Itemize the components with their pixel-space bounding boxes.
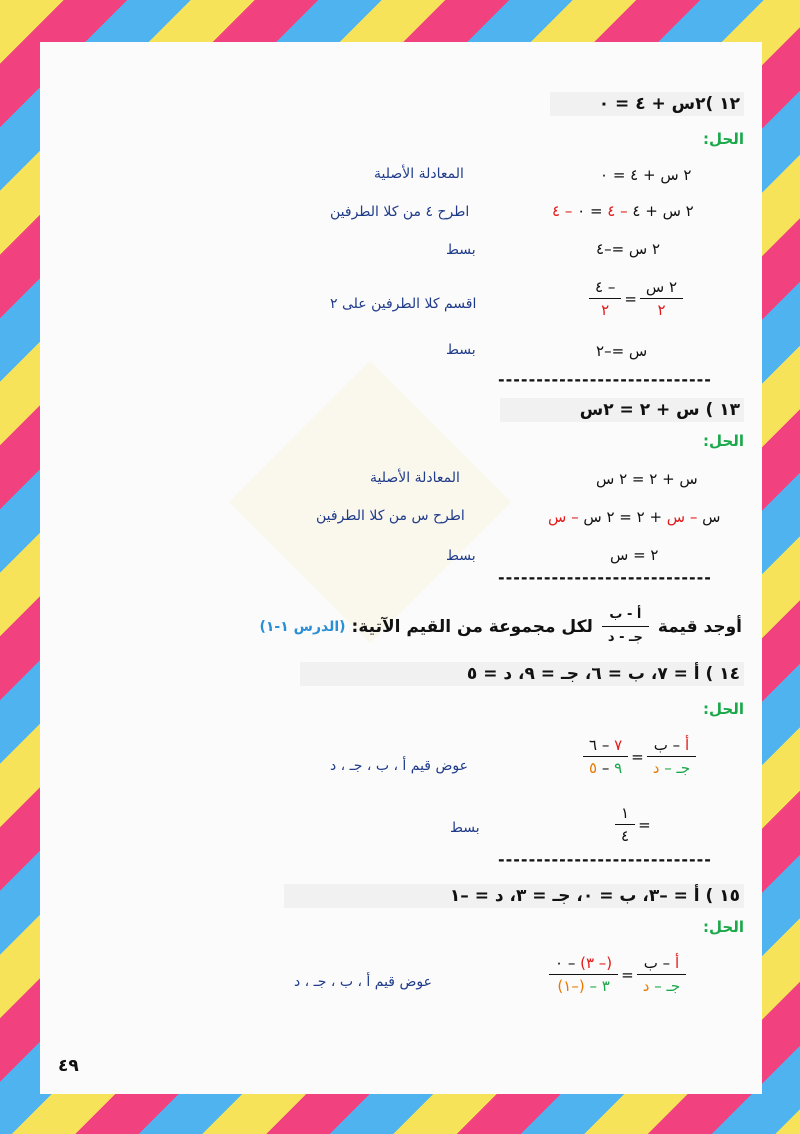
fraction: [637, 952, 686, 997]
value-c: ٩: [614, 759, 623, 777]
equals-sign: =: [631, 747, 644, 766]
value-b: – ٦: [589, 736, 615, 754]
question-13-title: ١٣ ) س + ٢ = ٢س: [500, 398, 744, 422]
numerator: ١: [621, 804, 630, 822]
q14-step2-equation: [612, 802, 651, 847]
fraction: [647, 734, 696, 779]
equals-sign: =: [621, 965, 634, 984]
q12-step2-description: اطرح ٤ من كلا الطرفين: [330, 204, 470, 220]
numerator: [583, 734, 628, 756]
var-c: جـ –: [659, 759, 691, 777]
var-a: أ: [674, 954, 680, 972]
q13-step1-equation: س + ٢ = ٢ س: [596, 470, 698, 488]
separator-line: ----------------------------: [498, 850, 712, 869]
equals-sign: =: [638, 815, 651, 834]
page-number: ٤٩: [58, 1056, 79, 1076]
q13-step2-part: + ٢ = ٢ س: [578, 508, 667, 526]
q13-step3-description: بسط: [446, 548, 476, 564]
q14-step1-equation: [580, 734, 699, 779]
q13-step3-equation: ٢ = س: [610, 546, 659, 564]
solution-label: الحل:: [703, 918, 744, 936]
q12-step2-subtract: – ٤: [607, 202, 628, 220]
instruction-fraction: [602, 604, 649, 649]
fraction: [640, 276, 683, 321]
q13-step2-equation: [548, 508, 720, 526]
var-d: د: [642, 977, 650, 995]
value-c: ٣ –: [584, 977, 610, 995]
q12-step3-description: بسط: [446, 242, 476, 258]
numerator: [549, 952, 618, 974]
q12-step2-part: ٢ س + ٤: [627, 202, 694, 220]
var-b: – ب: [643, 954, 675, 972]
denominator: ٢: [601, 301, 610, 319]
var-b: – ب: [653, 736, 685, 754]
separator-line: ----------------------------: [498, 568, 712, 587]
solution-label: الحل:: [703, 432, 744, 450]
numerator: [648, 734, 695, 756]
denominator: ٤: [621, 827, 630, 845]
denominator: [551, 975, 615, 997]
q12-step5-equation: س =–٢: [596, 342, 648, 360]
q12-step4-equation: [586, 276, 686, 321]
value-a: ٧: [614, 736, 623, 754]
minus: –: [597, 759, 615, 777]
q12-step2-equation: [552, 202, 694, 220]
value-b: – ٠: [555, 954, 581, 972]
worksheet-page: [40, 42, 762, 1094]
q12-step3-equation: ٢ س =–٤: [596, 240, 661, 258]
q15-step1-equation: [546, 952, 689, 997]
q14-step2-description: بسط: [450, 820, 480, 836]
solution-label: الحل:: [703, 700, 744, 718]
q13-step2-subtract: – س: [548, 508, 579, 526]
instruction-line: [259, 604, 742, 649]
var-a: أ: [684, 736, 690, 754]
q12-step1-description: المعادلة الأصلية: [374, 166, 464, 182]
q12-step2-part: = ٠: [572, 202, 608, 220]
value-a: (– ٣): [580, 954, 613, 972]
var-d: د: [652, 759, 660, 777]
numerator: ٢ س: [645, 278, 678, 296]
q13-step2-description: اطرح س من كلا الطرفين: [316, 508, 465, 524]
solution-label: الحل:: [703, 130, 744, 148]
value-d: (–١): [557, 977, 585, 995]
q13-step2-part: س: [697, 508, 721, 526]
question-12-title: ١٢ )٢س + ٤ = ٠: [550, 92, 744, 116]
fraction: [615, 802, 635, 847]
q15-step1-description: عوض قيم أ ، ب ، جـ ، د: [294, 974, 432, 990]
instruction-text: لكل مجموعة من القيم الآتية:: [351, 616, 593, 637]
var-c: جـ –: [649, 977, 681, 995]
watermark: [229, 361, 512, 644]
q14-step1-description: عوض قيم أ ، ب ، جـ ، د: [330, 758, 468, 774]
q12-step5-description: بسط: [446, 342, 476, 358]
numerator: [638, 952, 685, 974]
fraction: [589, 276, 621, 321]
denominator: جـ - د: [607, 630, 643, 645]
question-14-title: ١٤ ) أ = ٧، ب = ٦، جـ = ٩، د = ٥: [300, 662, 744, 686]
q12-step2-subtract: – ٤: [552, 202, 573, 220]
denominator: [637, 975, 686, 997]
fraction: [549, 952, 618, 997]
fraction: [583, 734, 628, 779]
q12-step1-equation: ٢ س + ٤ = ٠: [600, 166, 692, 184]
q12-step4-description: اقسم كلا الطرفين على ٢: [330, 296, 477, 312]
equals-sign: =: [624, 289, 637, 308]
question-15-title: ١٥ ) أ = –٣، ب = ٠، جـ = ٣، د = –١: [284, 884, 744, 908]
denominator: [583, 757, 628, 779]
denominator: [647, 757, 696, 779]
value-d: ٥: [589, 759, 598, 777]
q13-step1-description: المعادلة الأصلية: [370, 470, 460, 486]
numerator: – ٤: [595, 278, 616, 296]
separator-line: ----------------------------: [498, 370, 712, 389]
denominator: ٢: [657, 301, 666, 319]
lesson-reference: (الدرس ١-١): [259, 618, 346, 635]
instruction-text: أوجد قيمة: [657, 616, 742, 637]
q13-step2-subtract: – س: [666, 508, 698, 526]
numerator: أ - ب: [609, 607, 642, 622]
